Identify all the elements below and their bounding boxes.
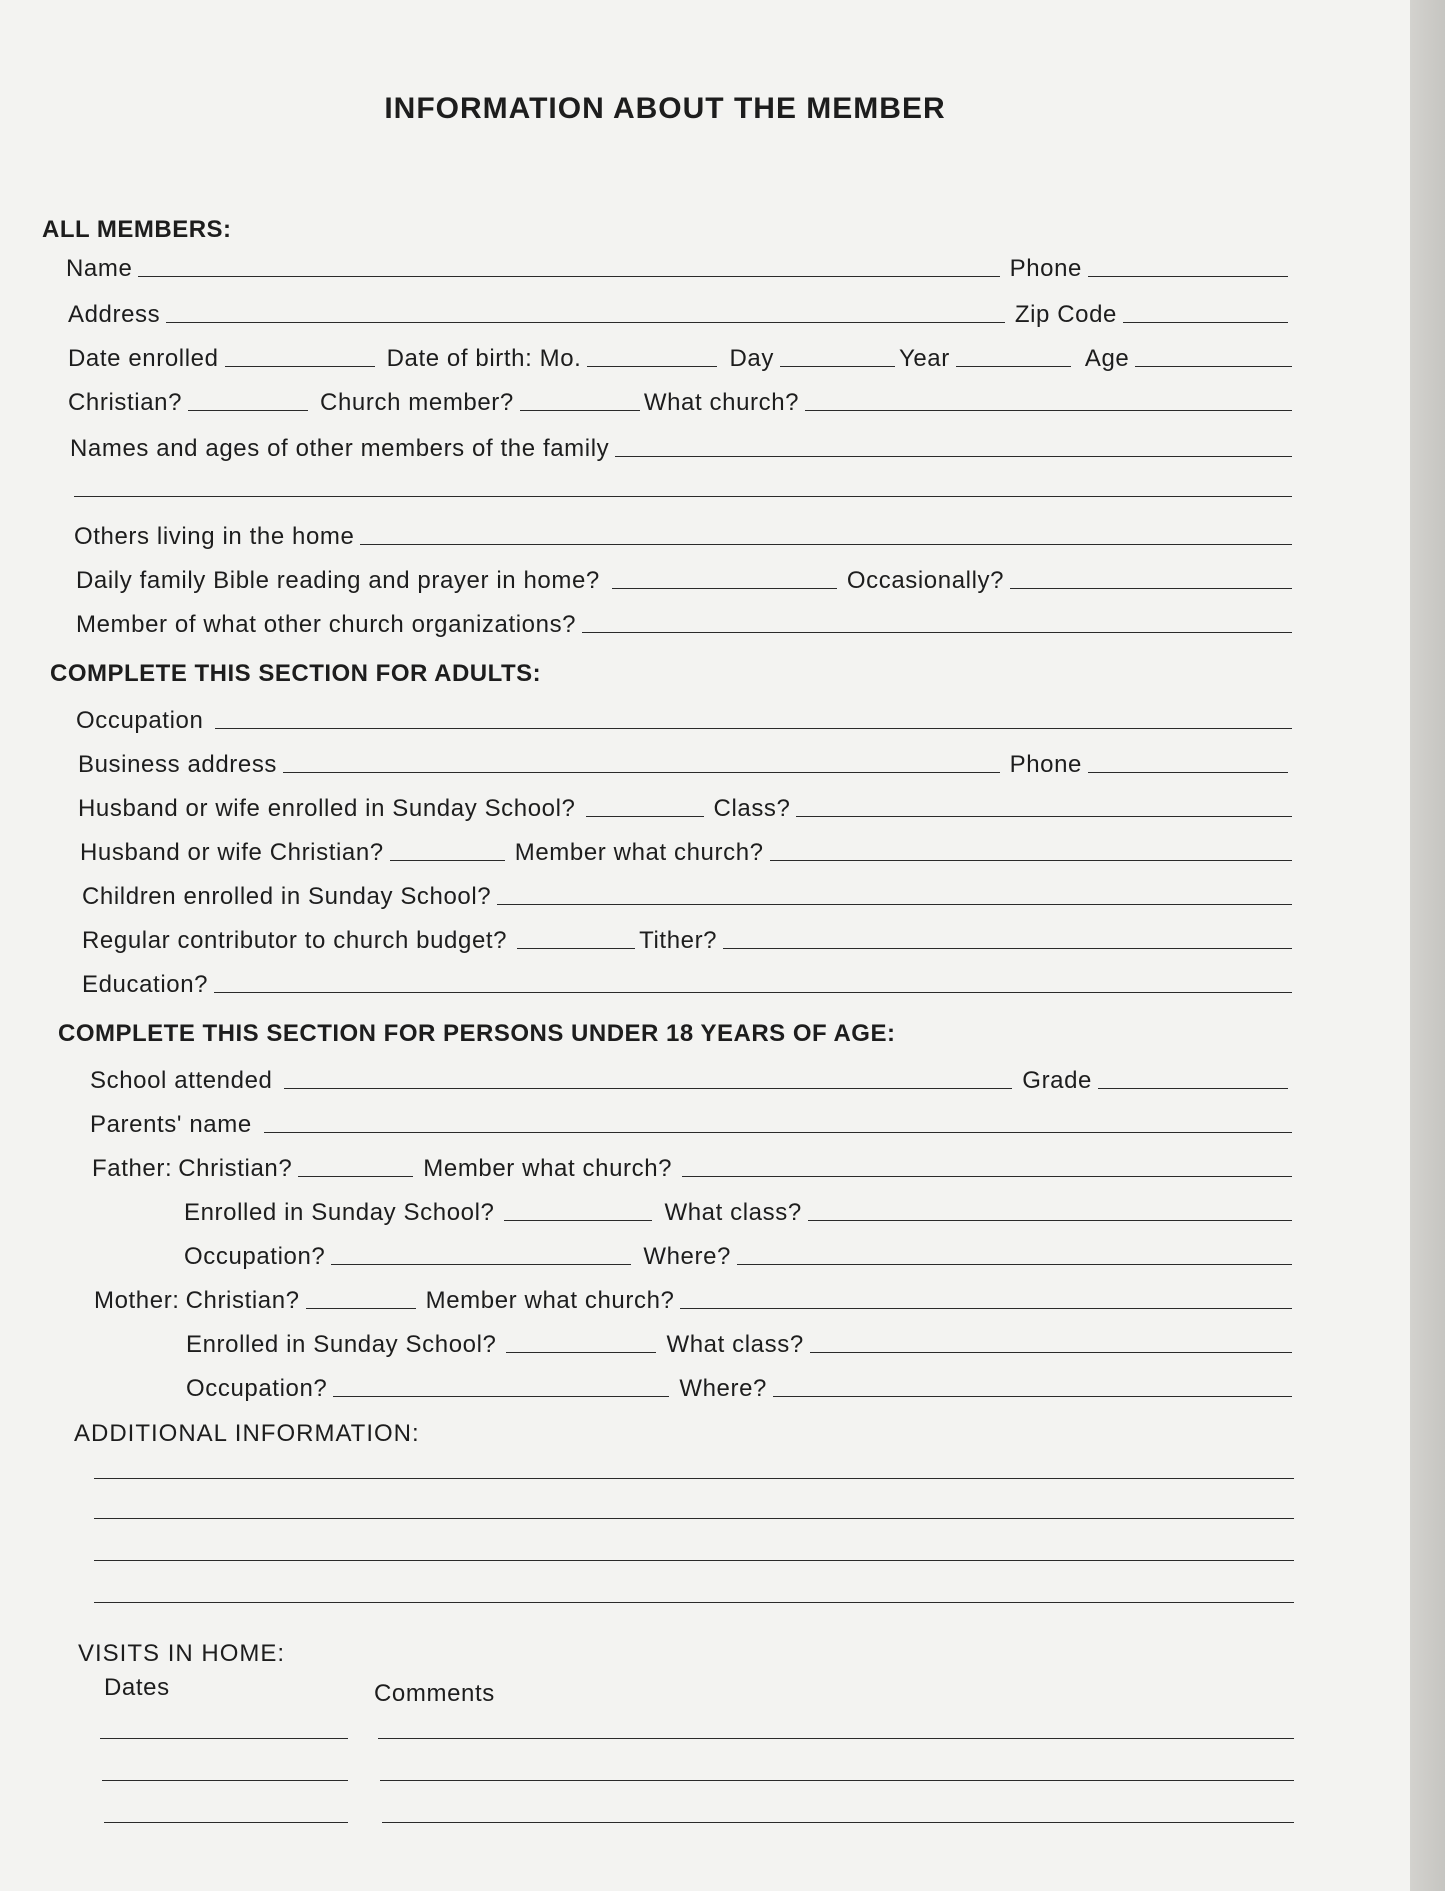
address-row bbox=[68, 296, 1292, 328]
section-adults: COMPLETE THIS SECTION FOR ADULTS: bbox=[50, 660, 542, 687]
contributor-label: Regular contributor to church budget? bbox=[82, 927, 508, 954]
father-enrolled-field[interactable] bbox=[504, 1220, 652, 1221]
mother-enrolled-field[interactable] bbox=[506, 1352, 656, 1353]
address-field[interactable] bbox=[166, 322, 1005, 323]
dob-month-label: Date of birth: Mo. bbox=[386, 345, 582, 372]
bible-reading-field[interactable] bbox=[612, 588, 837, 589]
mother-occupation-row bbox=[186, 1370, 1292, 1402]
grade-field[interactable] bbox=[1098, 1088, 1288, 1089]
visits-comments-header: Comments bbox=[374, 1680, 495, 1707]
address-label: Address bbox=[68, 301, 161, 328]
tither-label: Tither? bbox=[639, 927, 718, 954]
bible-reading-row bbox=[76, 562, 1292, 594]
dob-year-label: Year bbox=[898, 345, 950, 372]
business-phone-label: Phone bbox=[1009, 751, 1082, 778]
mother-member-church-label: Member what church? bbox=[425, 1287, 675, 1314]
zip-code-label: Zip Code bbox=[1014, 301, 1117, 328]
other-orgs-label: Member of what other church organizations? bbox=[76, 611, 577, 638]
education-field[interactable] bbox=[214, 992, 1292, 993]
dob-month-field[interactable] bbox=[587, 366, 717, 367]
father-occupation-field[interactable] bbox=[331, 1264, 631, 1265]
mother-occupation-label: Occupation? bbox=[186, 1375, 328, 1402]
father-what-class-label: What class? bbox=[664, 1199, 802, 1226]
spouse-christian-row bbox=[80, 834, 1292, 866]
parents-name-label: Parents' name bbox=[90, 1111, 252, 1138]
father-member-church-label: Member what church? bbox=[423, 1155, 673, 1182]
others-living-field[interactable] bbox=[360, 544, 1292, 545]
dob-day-label: Day bbox=[729, 345, 774, 372]
mother-where-label: Where? bbox=[679, 1375, 767, 1402]
mother-where-field[interactable] bbox=[773, 1396, 1292, 1397]
education-row bbox=[82, 966, 1292, 998]
church-member-label: Church member? bbox=[320, 389, 514, 416]
phone-field[interactable] bbox=[1088, 276, 1288, 277]
mother-member-church-field[interactable] bbox=[680, 1308, 1292, 1309]
children-enrolled-label: Children enrolled in Sunday School? bbox=[82, 883, 492, 910]
mother-christian-label: Christian? bbox=[185, 1287, 300, 1314]
christian-label: Christian? bbox=[68, 389, 183, 416]
grade-label: Grade bbox=[1022, 1067, 1092, 1094]
age-label: Age bbox=[1084, 345, 1130, 372]
business-address-label: Business address bbox=[78, 751, 278, 778]
occupation-field[interactable] bbox=[215, 728, 1292, 729]
father-what-class-field[interactable] bbox=[808, 1220, 1292, 1221]
contributor-field[interactable] bbox=[517, 948, 635, 949]
section-additional-info: ADDITIONAL INFORMATION: bbox=[74, 1420, 420, 1447]
spouse-member-church-label: Member what church? bbox=[514, 839, 764, 866]
bible-reading-label: Daily family Bible reading and prayer in home? bbox=[76, 567, 600, 594]
other-orgs-field[interactable] bbox=[582, 632, 1292, 633]
section-all-members: ALL MEMBERS: bbox=[42, 216, 232, 243]
father-occupation-label: Occupation? bbox=[184, 1243, 326, 1270]
visit-comment-field[interactable] bbox=[380, 1780, 1294, 1781]
other-orgs-row bbox=[76, 606, 1292, 638]
mother-christian-field[interactable] bbox=[306, 1308, 416, 1309]
school-attended-label: School attended bbox=[90, 1067, 273, 1094]
parents-name-field[interactable] bbox=[264, 1132, 1292, 1133]
mother-enrolled-row bbox=[186, 1326, 1292, 1358]
family-names-field[interactable] bbox=[615, 456, 1292, 457]
church-member-field[interactable] bbox=[520, 410, 640, 411]
page-edge-shadow bbox=[1410, 0, 1445, 1891]
visit-comment-field[interactable] bbox=[382, 1822, 1294, 1823]
occasionally-label: Occasionally? bbox=[846, 567, 1005, 594]
father-where-field[interactable] bbox=[737, 1264, 1292, 1265]
date-enrolled-label: Date enrolled bbox=[68, 345, 219, 372]
children-enrolled-row bbox=[82, 878, 1292, 910]
mother-what-class-label: What class? bbox=[666, 1331, 804, 1358]
mother-label: Mother: bbox=[94, 1287, 180, 1314]
mother-enrolled-label: Enrolled in Sunday School? bbox=[186, 1331, 497, 1358]
education-label: Education? bbox=[82, 971, 209, 998]
parents-name-row bbox=[90, 1106, 1292, 1138]
spouse-christian-field[interactable] bbox=[390, 860, 505, 861]
family-row bbox=[70, 430, 1292, 462]
father-christian-row bbox=[92, 1150, 1292, 1182]
dates-row bbox=[68, 340, 1292, 372]
christian-row bbox=[68, 384, 1292, 416]
school-attended-row bbox=[90, 1062, 1292, 1094]
business-address-field[interactable] bbox=[283, 772, 1000, 773]
father-christian-field[interactable] bbox=[298, 1176, 413, 1177]
business-address-row bbox=[78, 746, 1292, 778]
mother-christian-row bbox=[94, 1282, 1292, 1314]
father-christian-label: Christian? bbox=[178, 1155, 293, 1182]
family-names-label: Names and ages of other members of the family bbox=[70, 435, 610, 462]
phone-label: Phone bbox=[1009, 255, 1082, 282]
father-member-church-field[interactable] bbox=[682, 1176, 1292, 1177]
zip-code-field[interactable] bbox=[1123, 322, 1288, 323]
name-row bbox=[66, 250, 1292, 282]
father-enrolled-label: Enrolled in Sunday School? bbox=[184, 1199, 495, 1226]
name-field[interactable] bbox=[138, 276, 999, 277]
additional-info-line-3[interactable] bbox=[94, 1560, 1294, 1561]
father-label: Father: bbox=[92, 1155, 173, 1182]
name-label: Name bbox=[66, 255, 133, 282]
age-field[interactable] bbox=[1135, 366, 1292, 367]
section-under-18: COMPLETE THIS SECTION FOR PERSONS UNDER 18 YEARS OF AGE: bbox=[58, 1020, 896, 1047]
what-church-label: What church? bbox=[643, 389, 800, 416]
father-where-label: Where? bbox=[643, 1243, 731, 1270]
additional-info-line-1[interactable] bbox=[94, 1478, 1294, 1479]
spouse-enrolled-row bbox=[78, 790, 1292, 822]
mother-what-class-field[interactable] bbox=[810, 1352, 1292, 1353]
business-phone-field[interactable] bbox=[1088, 772, 1288, 773]
occupation-row bbox=[76, 702, 1292, 734]
christian-field[interactable] bbox=[188, 410, 308, 411]
additional-info-line-4[interactable] bbox=[94, 1602, 1294, 1603]
visit-date-field[interactable] bbox=[104, 1822, 348, 1823]
date-enrolled-field[interactable] bbox=[225, 366, 375, 367]
father-enrolled-row bbox=[184, 1194, 1292, 1226]
spouse-member-church-field[interactable] bbox=[770, 860, 1292, 861]
dob-year-field[interactable] bbox=[956, 366, 1071, 367]
spouse-enrolled-field[interactable] bbox=[586, 816, 704, 817]
form-title: INFORMATION ABOUT THE MEMBER bbox=[384, 92, 946, 125]
visit-date-field[interactable] bbox=[102, 1780, 348, 1781]
children-enrolled-field[interactable] bbox=[497, 904, 1292, 905]
occupation-label: Occupation bbox=[76, 707, 204, 734]
dob-day-field[interactable] bbox=[780, 366, 895, 367]
father-occupation-row bbox=[184, 1238, 1292, 1270]
others-living-label: Others living in the home bbox=[74, 523, 355, 550]
visit-date-field[interactable] bbox=[100, 1738, 348, 1739]
section-visits: VISITS IN HOME: bbox=[78, 1640, 286, 1667]
class-field[interactable] bbox=[796, 816, 1292, 817]
others-living-row bbox=[74, 518, 1292, 550]
additional-info-line-2[interactable] bbox=[94, 1518, 1294, 1519]
contributor-row bbox=[82, 922, 1292, 954]
visits-dates-header: Dates bbox=[104, 1674, 170, 1701]
what-church-field[interactable] bbox=[805, 410, 1292, 411]
occasionally-field[interactable] bbox=[1010, 588, 1292, 589]
class-label: Class? bbox=[713, 795, 791, 822]
family-names-field-line-2[interactable] bbox=[74, 496, 1292, 497]
tither-field[interactable] bbox=[723, 948, 1292, 949]
spouse-enrolled-label: Husband or wife enrolled in Sunday School? bbox=[78, 795, 576, 822]
visit-comment-field[interactable] bbox=[378, 1738, 1294, 1739]
mother-occupation-field[interactable] bbox=[333, 1396, 669, 1397]
spouse-christian-label: Husband or wife Christian? bbox=[80, 839, 384, 866]
school-attended-field[interactable] bbox=[284, 1088, 1012, 1089]
